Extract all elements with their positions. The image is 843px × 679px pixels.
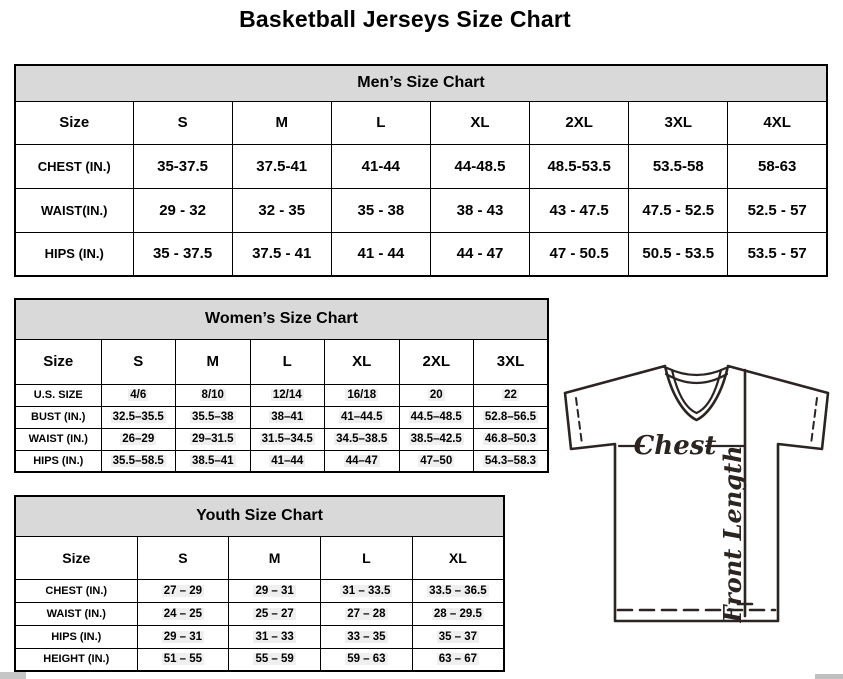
size-value: 22 — [504, 389, 517, 401]
column-header: S — [101, 339, 176, 384]
row-label: WAIST (IN.) — [15, 602, 137, 625]
size-value: 41–44 — [271, 454, 304, 467]
mens-table-title: Men’s Size Chart — [15, 65, 827, 101]
size-value: 33.5 – 36.5 — [429, 584, 487, 597]
column-header: XL — [430, 101, 529, 144]
row-label: CHEST (IN.) — [15, 579, 137, 602]
size-value: 58-63 — [728, 144, 827, 188]
column-header: M — [232, 101, 331, 144]
page-title: Basketball Jerseys Size Chart — [239, 6, 571, 32]
column-header: 4XL — [728, 101, 827, 144]
column-header: 2XL — [530, 101, 629, 144]
size-value: 50.5 - 53.5 — [629, 232, 728, 276]
size-value: 32 - 35 — [232, 188, 331, 232]
horizontal-scrollbar-left-fragment[interactable] — [0, 672, 26, 679]
row-label: BUST (IN.) — [15, 406, 101, 428]
column-header: L — [321, 536, 413, 579]
row-label: U.S. SIZE — [15, 384, 101, 406]
table-row — [15, 579, 504, 602]
size-value: 31 – 33 — [255, 630, 294, 643]
youth-table-title: Youth Size Chart — [15, 496, 504, 536]
column-header: S — [137, 536, 229, 579]
size-value: 52.5 - 57 — [728, 188, 827, 232]
size-value: 29–31.5 — [191, 433, 234, 445]
size-value: 8/10 — [201, 389, 224, 401]
column-header: Size — [15, 339, 101, 384]
table-row — [15, 188, 827, 232]
size-value: 29 – 31 — [255, 584, 294, 597]
table-row — [15, 144, 827, 188]
size-value: 41 - 44 — [331, 232, 430, 276]
column-header: M — [176, 339, 251, 384]
table-row — [15, 496, 504, 536]
table-row — [15, 232, 827, 276]
row-label: HIPS (IN.) — [15, 625, 137, 648]
size-value: 35.5–38 — [191, 411, 234, 423]
size-value: 12/14 — [272, 389, 302, 401]
size-value: 16/18 — [347, 389, 377, 401]
size-value: 38.5–42.5 — [410, 433, 462, 445]
size-value: 27 – 28 — [347, 607, 386, 620]
size-value: 63 – 67 — [438, 653, 478, 666]
size-value: 53.5-58 — [629, 144, 728, 188]
row-label: HEIGHT (IN.) — [15, 648, 137, 671]
size-value: 35-37.5 — [133, 144, 232, 188]
size-value: 35.5–58.5 — [112, 454, 164, 467]
size-value: 37.5 - 41 — [232, 232, 331, 276]
size-value: 43 - 47.5 — [530, 188, 629, 232]
size-value: 55 – 59 — [255, 653, 294, 666]
column-header: XL — [325, 339, 400, 384]
size-value: 31 – 33.5 — [342, 584, 391, 597]
size-value: 31.5–34.5 — [261, 433, 313, 445]
womens-table-title: Women’s Size Chart — [15, 299, 548, 339]
size-value: 28 – 29.5 — [433, 607, 482, 620]
size-value: 53.5 - 57 — [728, 232, 827, 276]
size-value: 48.5-53.5 — [530, 144, 629, 188]
sleeve-cuff-dashed-line — [811, 398, 817, 444]
table-row — [15, 339, 548, 384]
column-header: Size — [15, 536, 137, 579]
row-label: WAIST (IN.) — [15, 428, 101, 450]
size-value: 44 - 47 — [430, 232, 529, 276]
row-label: CHEST (IN.) — [15, 144, 133, 188]
table-row — [15, 625, 504, 648]
youth-size-table — [14, 495, 505, 672]
size-value: 44.5–48.5 — [410, 411, 462, 423]
size-value: 4/6 — [130, 389, 147, 401]
size-value: 33 – 35 — [347, 630, 386, 643]
size-value: 44–47 — [345, 454, 378, 467]
size-value: 41–44.5 — [340, 411, 383, 423]
size-value: 37.5-41 — [232, 144, 331, 188]
row-label: WAIST(IN.) — [15, 188, 133, 232]
size-value: 44-48.5 — [430, 144, 529, 188]
size-value: 47.5 - 52.5 — [629, 188, 728, 232]
column-header: Size — [15, 101, 133, 144]
row-label: HIPS (IN.) — [15, 232, 133, 276]
size-value: 47 - 50.5 — [530, 232, 629, 276]
column-header: 3XL — [629, 101, 728, 144]
size-value: 46.8–50.3 — [484, 433, 537, 445]
size-value: 24 – 25 — [163, 607, 203, 620]
row-label: HIPS (IN.) — [15, 450, 101, 472]
size-value: 41-44 — [331, 144, 430, 188]
column-header: L — [331, 101, 430, 144]
size-value: 54.3–58.3 — [484, 454, 537, 467]
size-value: 32.5–35.5 — [112, 411, 164, 423]
size-value: 38–41 — [271, 411, 304, 423]
size-value: 52.8–56.5 — [484, 411, 537, 423]
table-row — [15, 299, 548, 339]
size-value: 35 - 37.5 — [133, 232, 232, 276]
size-value: 29 - 32 — [133, 188, 232, 232]
table-row — [15, 406, 548, 428]
collar-rib-line — [667, 368, 726, 375]
mens-size-table — [14, 64, 828, 277]
size-value: 59 – 63 — [347, 653, 386, 666]
table-row — [15, 648, 504, 671]
size-value: 51 – 55 — [163, 653, 203, 666]
column-header: XL — [412, 536, 504, 579]
table-row — [15, 602, 504, 625]
column-header: 3XL — [474, 339, 549, 384]
jersey-outline — [565, 366, 828, 621]
size-value: 38 - 43 — [430, 188, 529, 232]
table-row — [15, 450, 548, 472]
jersey-measurement-diagram — [555, 352, 843, 650]
size-value: 20 — [429, 389, 443, 401]
sleeve-cuff-dashed-line — [576, 398, 582, 444]
size-value: 27 – 29 — [163, 584, 203, 597]
size-value: 47–50 — [420, 454, 453, 467]
size-value: 29 – 31 — [163, 630, 203, 643]
horizontal-scrollbar-right-fragment[interactable] — [815, 674, 843, 679]
table-row — [15, 101, 827, 144]
column-header: L — [250, 339, 325, 384]
table-row — [15, 384, 548, 406]
size-value: 35 - 38 — [331, 188, 430, 232]
column-header: S — [133, 101, 232, 144]
table-row — [15, 428, 548, 450]
size-value: 26–29 — [122, 433, 155, 445]
column-header: 2XL — [399, 339, 474, 384]
chest-label: Chest — [633, 431, 717, 461]
size-value: 34.5–38.5 — [336, 433, 388, 445]
table-row — [15, 65, 827, 101]
front-length-label: Front Length — [718, 445, 747, 623]
column-header: M — [229, 536, 321, 579]
size-value: 38.5–41 — [191, 454, 234, 467]
size-value: 25 – 27 — [255, 607, 294, 620]
size-value: 35 – 37 — [438, 630, 478, 643]
womens-size-table — [14, 298, 549, 473]
table-row — [15, 536, 504, 579]
vneck-inner-line — [672, 370, 721, 413]
